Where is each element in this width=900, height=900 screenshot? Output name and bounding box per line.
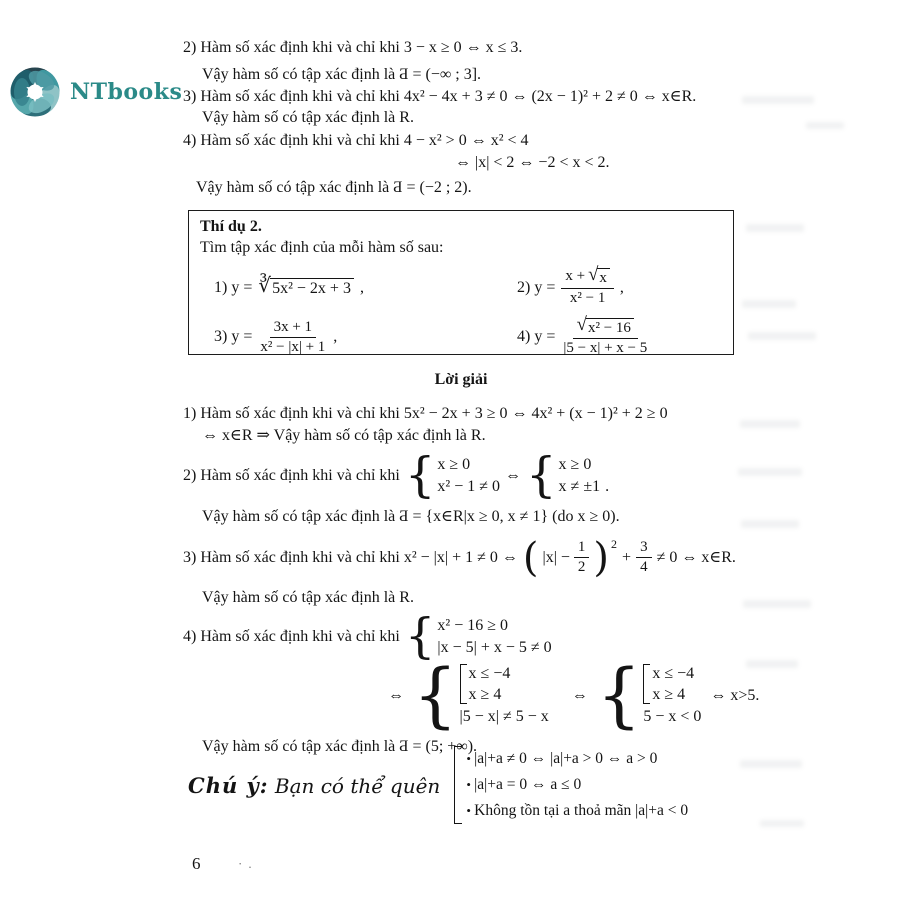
item3-comma: , [333, 328, 338, 346]
item2-comma: , [619, 278, 624, 296]
bleed-through-artifact [740, 420, 800, 428]
solution-1-line-1: 1) Hàm số xác định khi và chỉ khi 5x² − 2x + 3 ≥ 0 ⇔ 4x² + (x − 1)² + 2 ≥ 0 [183, 405, 668, 422]
example-prompt: Tìm tập xác định của mỗi hàm số sau: [200, 239, 444, 256]
fraction [258, 319, 327, 357]
bleed-through-artifact [760, 820, 804, 827]
iff-symbol: ⇔ [571, 686, 588, 704]
square-root-symbol: √ [576, 313, 587, 335]
note-text: Bạn có thể quên [274, 773, 441, 798]
group-text: |x| − [542, 549, 570, 567]
case: x ≥ 4 [652, 686, 686, 704]
bleed-through-artifact [748, 332, 816, 340]
solution-4-conclusion: Vậy hàm số có tập xác định là Ƌ = (5; +∞). [202, 737, 478, 755]
line-4-conclusion: Vậy hàm số có tập xác định là Ƌ = (−2 ; 2). [196, 179, 472, 196]
case: x ≤ −4 [652, 665, 695, 683]
square-root-body: x [597, 268, 610, 287]
example-row-1 [200, 264, 722, 308]
fraction [561, 264, 614, 308]
system-of-conditions [596, 653, 702, 736]
note-bullet-2: • |a|+a = 0 ⇔ a ≤ 0 [466, 774, 688, 796]
note-bullet-1: • |a|+a ≠ 0 ⇔ |a|+a > 0 ⇔ a > 0 [466, 748, 688, 770]
fraction [561, 313, 649, 358]
bleed-through-artifact [743, 600, 811, 608]
item3-lead: 3) y = [214, 328, 253, 346]
square-root-symbol: √ [588, 264, 599, 285]
period: . [605, 478, 610, 496]
square-root-body: x² − 16 [586, 318, 634, 337]
solution-3-lead: 3) Hàm số xác định khi và chỉ khi x² − |x| + 1 ≠ 0 ⇔ [183, 549, 518, 567]
condition: x² − 16 ≥ 0 [437, 616, 508, 634]
denominator: |5 − x| + x − 5 [563, 339, 648, 356]
example-item-2 [517, 264, 624, 308]
item1-lead: 1) y = [214, 278, 253, 296]
line-3: 3) Hàm số xác định khi và chỉ khi 4x² − 4x + 3 ≠ 0 ⇔ (2x − 1)² + 2 ≠ 0 ⇔ x∈R. [183, 88, 697, 105]
condition: |x − 5| + x − 5 ≠ 0 [437, 638, 552, 656]
left-paren: ( [522, 534, 539, 581]
solution-3-line [183, 534, 739, 581]
system-of-conditions [404, 447, 500, 503]
line-4: 4) Hàm số xác định khi và chỉ khi 4 − x² > 0 ⇔ x² < 4 [183, 132, 529, 149]
result: ⇔ x>5. [710, 686, 760, 704]
note-bracket-list [454, 748, 688, 822]
note-section [188, 748, 688, 822]
example-2-box [188, 210, 734, 355]
solution-2-conclusion: Vậy hàm số có tập xác định là Ƌ = {x∈R|x ≥ 0, x ≠ 1} (do x ≥ 0). [202, 508, 620, 526]
denominator: 2 [577, 559, 586, 576]
example-item-3 [200, 319, 517, 357]
knot-flower-icon [6, 62, 64, 122]
denominator: 4 [640, 559, 648, 576]
item2-lead: 2) y = [517, 278, 556, 296]
line-3-conclusion: Vậy hàm số có tập xác định là R. [202, 109, 414, 126]
solution-2-lead: 2) Hàm số xác định khi và chỉ khi [183, 467, 400, 485]
condition: x ≥ 0 [558, 456, 592, 474]
alternative-cases [460, 664, 511, 704]
system-rows [437, 455, 500, 496]
top-solution-block [183, 37, 739, 198]
solution-3-tail: ≠ 0 ⇔ x∈R. [656, 549, 736, 567]
bleed-through-artifact [740, 760, 802, 768]
solution-3-conclusion: Vậy hàm số có tập xác định là R. [202, 588, 414, 606]
numerator-text: x + [565, 268, 586, 284]
scan-dots-artifact: ·. [238, 856, 258, 871]
cube-root-symbol: ∛ [258, 274, 272, 297]
cube-root-body: 5x² − 2x + 3 [270, 278, 354, 298]
numerator [573, 313, 638, 339]
square-root [588, 264, 610, 287]
logo-text: NTbooks [70, 79, 183, 105]
numerator: 3 [636, 539, 652, 558]
bleed-through-artifact [742, 300, 796, 308]
example-item-4 [517, 313, 649, 358]
square-root [576, 313, 634, 337]
condition: 5 − x < 0 [643, 708, 702, 726]
numerator: 3x + 1 [270, 319, 316, 338]
left-brace: { [404, 607, 436, 664]
system-of-conditions [404, 607, 552, 664]
numerator [561, 264, 614, 289]
item1-comma: , [359, 278, 364, 296]
parenthesized-group [522, 534, 610, 581]
bleed-through-artifact [746, 660, 798, 668]
example-row-2 [200, 313, 722, 358]
bleed-through-artifact [741, 520, 799, 528]
condition: |5 − x| ≠ 5 − x [459, 708, 549, 726]
solution-4-lead: 4) Hàm số xác định khi và chỉ khi [183, 627, 400, 645]
denominator: x² − |x| + 1 [260, 338, 326, 355]
solution-heading: Lời giải [434, 371, 488, 388]
solution-2-line [183, 447, 739, 503]
system-rows [437, 616, 551, 657]
left-brace: { [526, 447, 557, 503]
example-title: Thí dụ 2. [200, 218, 262, 235]
line-2: 2) Hàm số xác định khi và chỉ khi 3 − x ≥ 0 ⇔ x ≤ 3. [183, 39, 523, 56]
system-rows [643, 664, 701, 726]
system-rows [460, 664, 549, 726]
denominator: x² − 1 [569, 290, 606, 307]
left-brace: { [413, 653, 458, 736]
left-brace: { [404, 447, 436, 503]
solution-4-line [183, 607, 739, 664]
system-of-conditions [413, 653, 549, 736]
fraction [636, 539, 652, 577]
condition: x ≠ ±1 [558, 478, 601, 496]
iff-symbol: ⇔ [505, 467, 521, 485]
handwritten-note [188, 773, 440, 798]
line-2-conclusion: Vậy hàm số có tập xác định là Ƌ = (−∞ ; 3]. [202, 66, 482, 83]
example-item-1 [200, 274, 517, 298]
bleed-through-artifact [742, 96, 814, 104]
case: x ≥ 4 [468, 686, 502, 704]
page-number: 6 [192, 854, 201, 873]
condition: x² − 1 ≠ 0 [437, 478, 500, 496]
case: x ≤ −4 [468, 665, 511, 683]
plus-sign: + [622, 549, 632, 567]
solution-1-line-2: ⇔ x∈R ⇒ Vậy hàm số có tập xác định là R. [202, 427, 486, 444]
right-paren: ) [593, 534, 610, 581]
cube-root [258, 274, 354, 298]
bleed-through-artifact [738, 468, 802, 476]
fraction [574, 539, 590, 577]
numerator: 1 [574, 539, 590, 558]
bleed-through-artifact [746, 224, 804, 232]
system-rows [559, 455, 601, 496]
system-of-conditions [526, 447, 601, 503]
bleed-through-artifact [806, 122, 844, 129]
solution-section [183, 370, 760, 757]
solution-4-equivalences [183, 653, 760, 736]
alternative-cases [643, 664, 694, 704]
ntbooks-logo [6, 62, 182, 122]
item4-lead: 4) y = [517, 328, 556, 346]
exponent: 2 [611, 537, 618, 552]
condition: x ≥ 0 [437, 456, 471, 474]
note-bullet-3: • Không tồn tại a thoả mãn |a|+a < 0 [466, 800, 688, 822]
iff-symbol: ⇔ [388, 686, 404, 704]
note-label: Chú ý: [188, 772, 269, 798]
left-brace: { [596, 653, 642, 736]
line-4-continued: ⇔ |x| < 2 ⇔ −2 < x < 2. [455, 154, 610, 171]
